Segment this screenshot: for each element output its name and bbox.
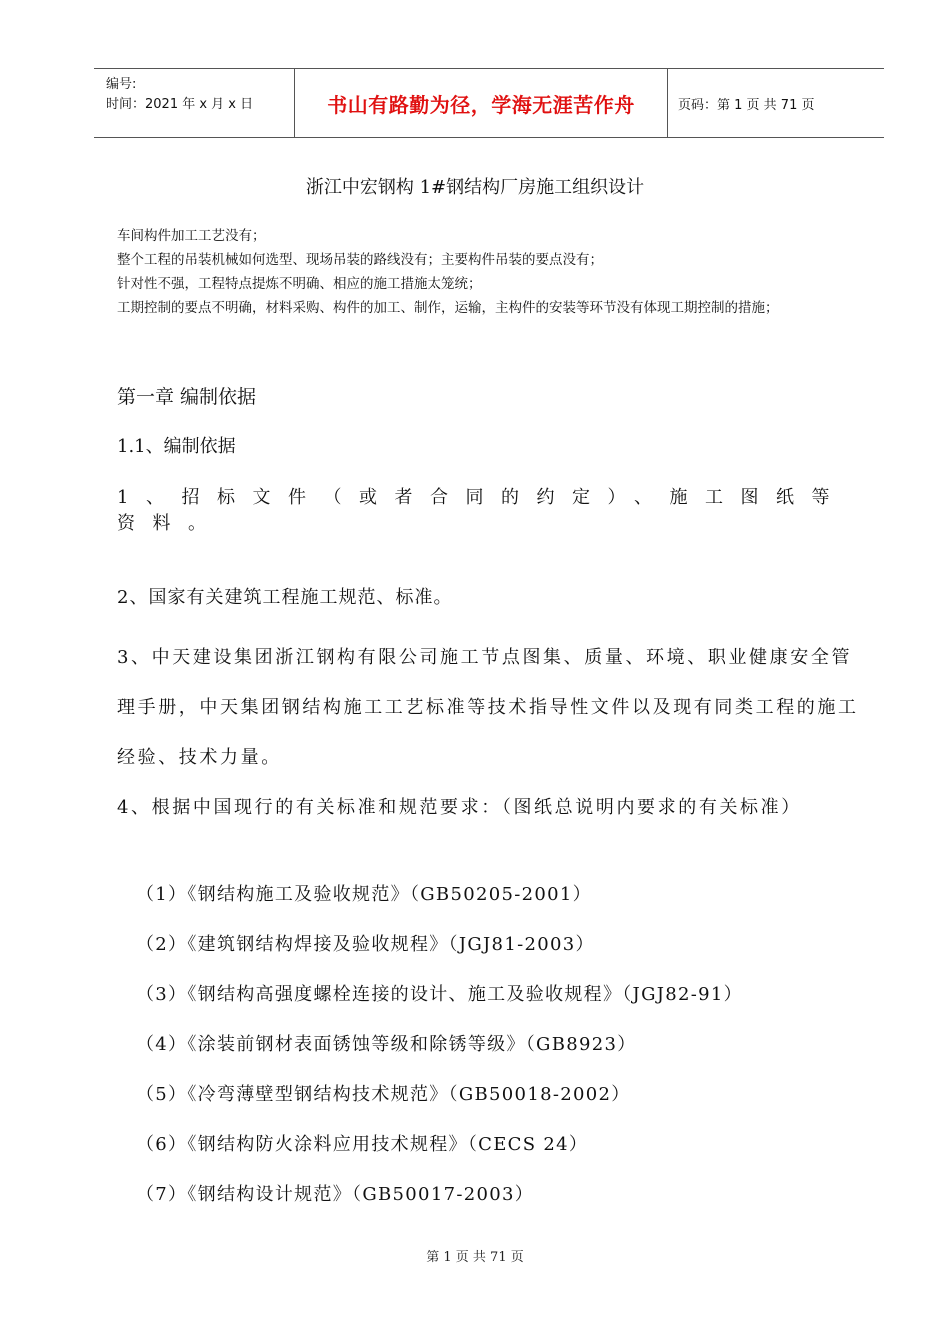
basis-item-3: 3、中天建设集团浙江钢构有限公司施工节点图集、质量、环境、职业健康安全管理手册，中天集团钢结构施工工艺标准等技术指导性文件以及现有同类工程的施工经验、技术力量。 [117, 647, 859, 768]
standard-item: （3）《钢结构高强度螺栓连接的设计、施工及验收规程》（JGJ82-91） [136, 984, 743, 1005]
note-line: 车间构件加工工艺没有； [117, 228, 266, 244]
document-header [94, 68, 884, 138]
chapter-heading: 第一章 编制依据 [117, 386, 257, 408]
basis-item-2: 2、国家有关建筑工程施工规范、标准。 [117, 587, 453, 608]
review-notes [117, 224, 862, 320]
basis-item-4: 4、根据中国现行的有关标准和规范要求：（图纸总说明内要求的有关标准） [117, 797, 802, 818]
standard-item: （7）《钢结构设计规范》（GB50017-2003） [136, 1184, 535, 1205]
header-page-cell [668, 69, 884, 137]
note-line: 整个工程的吊装机械如何选型、现场吊装的路线没有；主要构件吊装的要点没有； [117, 252, 603, 268]
standard-item: （4）《涂装前钢材表面锈蚀等级和除锈等级》（GB8923） [136, 1034, 637, 1055]
page-footer: 第 1 页 共 71 页 [426, 1250, 524, 1265]
header-slogan-cell [295, 69, 668, 137]
standard-item: （1）《钢结构施工及验收规范》（GB50205-2001） [136, 884, 592, 905]
basis-item-1: 1、招标文件（或者合同的约定）、施工图纸等资料。 [117, 487, 847, 534]
document-title: 浙江中宏钢构 1#钢结构厂房施工组织设计 [305, 177, 645, 198]
standard-item: （5）《冷弯薄壁型钢结构技术规范》（GB50018-2002） [136, 1084, 631, 1105]
header-meta-cell [94, 69, 295, 137]
standard-item: （2）《建筑钢结构焊接及验收规程》（JGJ81-2003） [136, 934, 595, 955]
section-heading: 1.1、编制依据 [117, 436, 236, 457]
header-slogan: 书山有路勤为径，学海无涯苦作舟 [327, 92, 635, 117]
header-page-code: 页码：第 1 页 共 71 页 [678, 97, 815, 113]
document-code-label: 编号: [106, 77, 137, 92]
standard-item: （6）《钢结构防火涂料应用技术规程》（CECS 24） [136, 1134, 589, 1155]
note-line: 针对性不强，工程特点提炼不明确、相应的施工措施太笼统； [117, 276, 482, 292]
document-time-label: 时间：2021 年 x 月 x 日 [106, 97, 254, 112]
note-line: 工期控制的要点不明确，材料采购、构件的加工、制作，运输，主构件的安装等环节没有体现工期控制的措施； [117, 300, 779, 316]
